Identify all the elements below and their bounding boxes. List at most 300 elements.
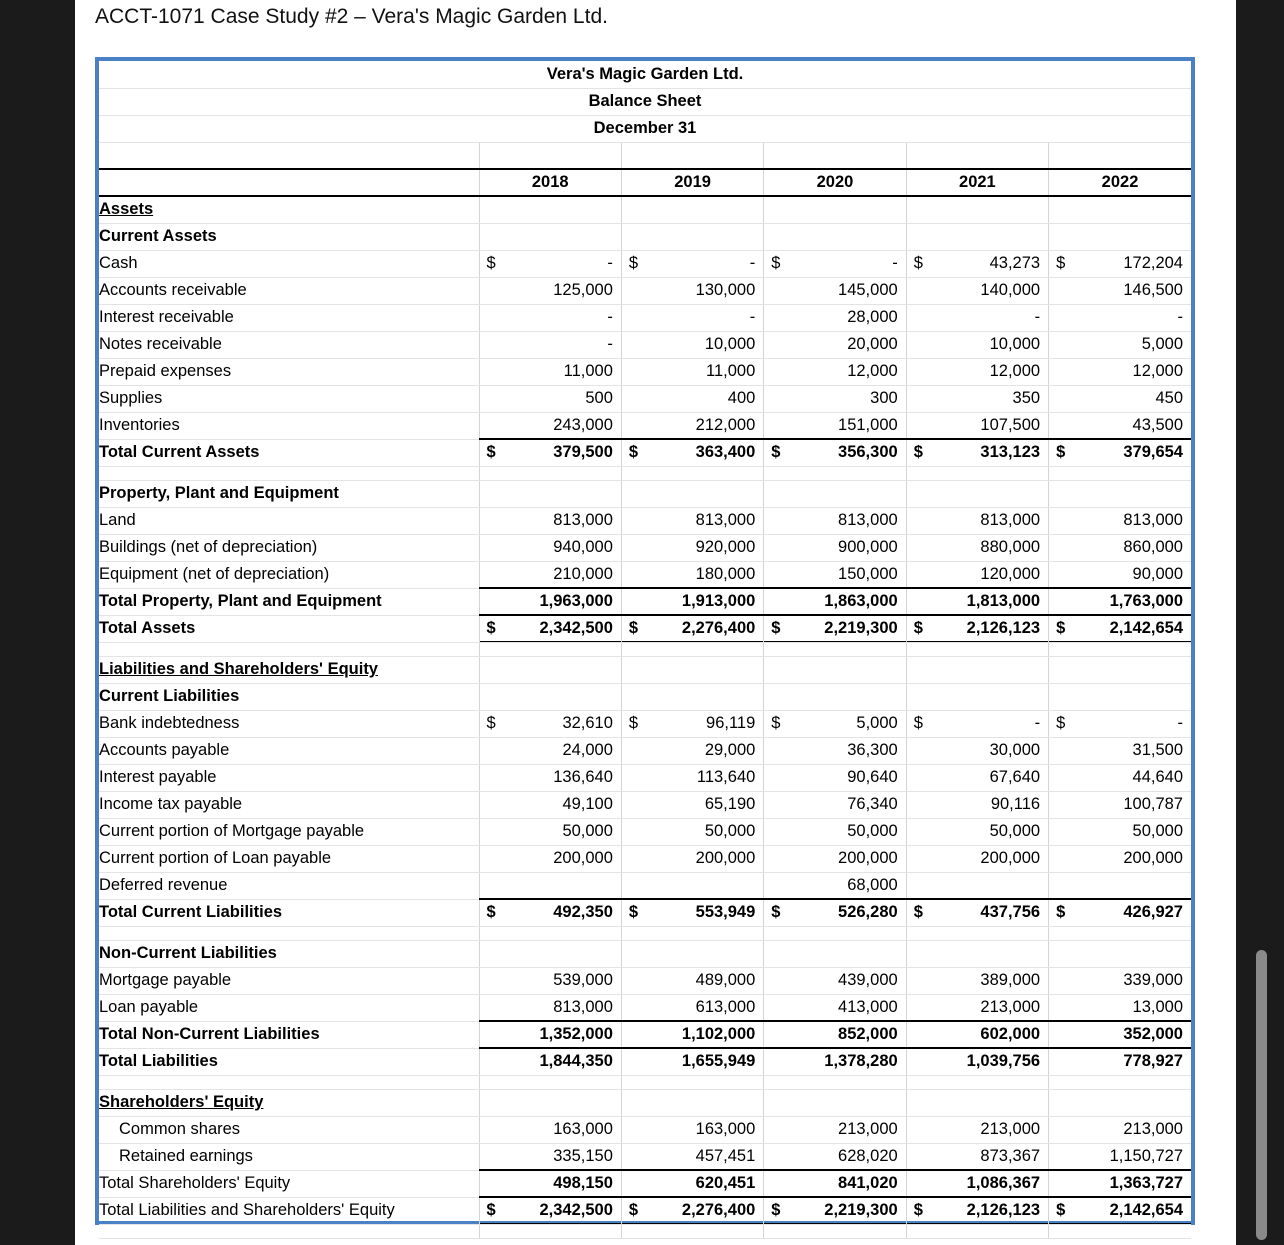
empty-cell — [621, 196, 763, 223]
cell-2020 — [764, 1170, 906, 1197]
cell-2021 — [906, 818, 1048, 845]
row-label: Total Liabilities — [99, 1048, 479, 1075]
cell-2018 — [479, 899, 621, 926]
row-label: Total Property, Plant and Equipment — [99, 588, 479, 615]
currency-symbol: $ — [913, 714, 923, 732]
cell-value: 5,000 — [856, 714, 898, 732]
cell-value: 813,000 — [838, 511, 898, 529]
cell-value: 10,000 — [704, 335, 756, 353]
cell-2020 — [764, 1021, 906, 1048]
cell-value: 136,640 — [553, 768, 613, 786]
table-row — [99, 1116, 1191, 1143]
spacer-cell — [1049, 1224, 1191, 1238]
cell-value: 363,400 — [695, 443, 756, 462]
cell-value: 940,000 — [553, 538, 613, 556]
empty-cell — [764, 480, 906, 507]
cell-2019 — [621, 412, 763, 439]
section-heading: Assets — [99, 196, 479, 223]
cell-2020 — [764, 615, 906, 642]
row-label: Current portion of Mortgage payable — [99, 818, 479, 845]
empty-cell — [906, 940, 1048, 967]
cell-value: 213,000 — [980, 1120, 1041, 1138]
vertical-scrollbar-thumb[interactable] — [1256, 950, 1267, 1240]
empty-cell — [1049, 656, 1191, 683]
spacer-cell — [906, 642, 1048, 656]
cell-2021 — [906, 507, 1048, 534]
cell-value: 24,000 — [562, 741, 613, 759]
table-row — [99, 385, 1191, 412]
cell-2018 — [479, 304, 621, 331]
cell-value: 11,000 — [563, 362, 613, 380]
cell-value: 841,020 — [838, 1174, 898, 1192]
table-row — [99, 1197, 1191, 1224]
cell-value: 150,000 — [838, 564, 898, 583]
cell-value: 36,300 — [847, 741, 898, 759]
cell-2022 — [1049, 615, 1191, 642]
column-header-2018: 2018 — [479, 169, 621, 196]
column-header-2021: 2021 — [906, 169, 1048, 196]
cell-2022 — [1049, 967, 1191, 994]
cell-2020 — [764, 1048, 906, 1075]
row-label: Notes receivable — [99, 331, 479, 358]
cell-2019 — [621, 710, 763, 737]
cell-2019 — [621, 534, 763, 561]
cell-2020 — [764, 277, 906, 304]
cell-2018 — [479, 845, 621, 872]
currency-symbol: $ — [771, 1201, 781, 1220]
cell-value: 145,000 — [838, 281, 898, 299]
cell-value: 437,756 — [980, 903, 1041, 922]
spacer-cell — [764, 926, 906, 940]
row-label: Total Non-Current Liabilities — [99, 1021, 479, 1048]
empty-cell — [479, 480, 621, 507]
cell-value: - — [749, 254, 756, 272]
left-chrome-gutter — [0, 0, 75, 1245]
cell-value: 352,000 — [1123, 1025, 1183, 1043]
cell-value: 163,000 — [695, 1120, 756, 1138]
row-label: Income tax payable — [99, 791, 479, 818]
cell-2019 — [621, 1021, 763, 1048]
cell-value: 125,000 — [553, 281, 613, 299]
empty-cell — [906, 656, 1048, 683]
cell-2018 — [479, 561, 621, 588]
spacer-cell — [621, 1075, 763, 1089]
empty-cell — [479, 1089, 621, 1116]
section-heading: Current Liabilities — [99, 683, 479, 710]
cell-value: 32,610 — [562, 714, 613, 732]
spacer-cell — [906, 926, 1048, 940]
cell-2021 — [906, 791, 1048, 818]
table-row — [99, 791, 1191, 818]
cell-value: 492,350 — [553, 903, 613, 922]
cell-2022 — [1049, 412, 1191, 439]
cell-value: 1,844,350 — [539, 1052, 613, 1071]
cell-value: 1,150,727 — [1109, 1146, 1183, 1165]
column-header-2020: 2020 — [764, 169, 906, 196]
cell-value: 65,190 — [704, 795, 756, 813]
empty-cell — [1049, 940, 1191, 967]
empty-cell — [621, 683, 763, 710]
empty-cell — [479, 683, 621, 710]
cell-2019 — [621, 439, 763, 466]
currency-symbol: $ — [628, 714, 639, 732]
cell-2020 — [764, 764, 906, 791]
currency-symbol: $ — [486, 443, 496, 462]
cell-value: 43,273 — [989, 254, 1041, 272]
table-row — [99, 331, 1191, 358]
cell-2018 — [479, 412, 621, 439]
cell-value: 50,000 — [847, 822, 898, 840]
spacer-cell — [764, 1075, 906, 1089]
cell-2022 — [1049, 1021, 1191, 1048]
cell-value: 2,219,300 — [824, 619, 898, 638]
spacer-cell — [1049, 466, 1191, 480]
cell-value: 96,119 — [706, 714, 756, 732]
cell-2022 — [1049, 1143, 1191, 1170]
currency-symbol: $ — [486, 1201, 496, 1220]
cell-value: 31,500 — [1132, 741, 1183, 759]
cell-2021 — [906, 358, 1048, 385]
empty-cell — [1049, 196, 1191, 223]
cell-value: 813,000 — [695, 511, 756, 529]
cell-value: 900,000 — [838, 538, 898, 556]
cell-value: 498,150 — [553, 1174, 613, 1192]
row-label: Interest payable — [99, 764, 479, 791]
currency-symbol: $ — [771, 714, 781, 732]
table-row — [99, 710, 1191, 737]
empty-cell — [764, 940, 906, 967]
empty-cell — [1049, 683, 1191, 710]
cell-2018 — [479, 1197, 621, 1224]
empty-cell — [906, 683, 1048, 710]
cell-2018 — [479, 385, 621, 412]
cell-2019 — [621, 250, 763, 277]
table-row — [99, 967, 1191, 994]
spacer-cell — [1049, 142, 1191, 169]
currency-symbol: $ — [771, 443, 781, 462]
cell-2018 — [479, 967, 621, 994]
cell-2022 — [1049, 845, 1191, 872]
cell-value: - — [607, 335, 613, 353]
spacer-cell — [99, 466, 479, 480]
cell-value: 29,000 — [704, 741, 756, 759]
cell-value: 813,000 — [980, 511, 1041, 529]
cell-value: 90,640 — [847, 768, 898, 786]
cell-2019 — [621, 331, 763, 358]
cell-value: 28,000 — [847, 308, 898, 326]
row-label: Total Liabilities and Shareholders' Equity — [99, 1197, 479, 1224]
cell-value: 350 — [1012, 389, 1041, 407]
cell-2020 — [764, 710, 906, 737]
cell-2021 — [906, 967, 1048, 994]
balance-sheet-table — [99, 61, 1191, 1239]
cell-value: 213,000 — [1123, 1120, 1183, 1138]
cell-value: 243,000 — [553, 415, 613, 434]
cell-value: 300 — [870, 389, 898, 407]
cell-value: 813,000 — [553, 511, 613, 529]
cell-2019 — [621, 845, 763, 872]
spacer-cell — [1049, 1075, 1191, 1089]
empty-cell — [764, 196, 906, 223]
cell-2020 — [764, 872, 906, 899]
cell-2019 — [621, 507, 763, 534]
currency-symbol: $ — [771, 619, 781, 638]
spacer-cell — [479, 926, 621, 940]
cell-2018 — [479, 358, 621, 385]
cell-value: 5,000 — [1141, 335, 1183, 353]
spacer-cell — [764, 642, 906, 656]
table-row — [99, 994, 1191, 1021]
row-label: Prepaid expenses — [99, 358, 479, 385]
row-label: Interest receivable — [99, 304, 479, 331]
cell-value: 1,655,949 — [681, 1052, 756, 1071]
cell-value: 200,000 — [980, 849, 1041, 867]
empty-cell — [906, 1089, 1048, 1116]
cell-value: 76,340 — [847, 795, 898, 813]
column-header-2019: 2019 — [621, 169, 763, 196]
cell-value: 2,342,500 — [539, 619, 613, 638]
section-heading: Shareholders' Equity — [99, 1089, 479, 1116]
row-label: Loan payable — [99, 994, 479, 1021]
cell-2022 — [1049, 710, 1191, 737]
cell-2019 — [621, 615, 763, 642]
cell-2018 — [479, 1170, 621, 1197]
cell-2022 — [1049, 507, 1191, 534]
currency-symbol: $ — [771, 254, 781, 272]
cell-2021 — [906, 534, 1048, 561]
cell-value: 457,451 — [695, 1146, 756, 1165]
cell-value: 2,276,400 — [681, 619, 756, 638]
cell-2019 — [621, 994, 763, 1021]
cell-value: 2,142,654 — [1109, 1201, 1183, 1220]
spacer-cell — [1049, 642, 1191, 656]
cell-2021 — [906, 737, 1048, 764]
cell-value: 1,763,000 — [1109, 592, 1183, 610]
cell-2019 — [621, 899, 763, 926]
cell-2021 — [906, 994, 1048, 1021]
cell-value: 90,116 — [990, 795, 1041, 813]
cell-value: 313,123 — [980, 443, 1041, 462]
cell-value: 50,000 — [989, 822, 1041, 840]
cell-value: 200,000 — [1123, 849, 1183, 867]
spacer-cell — [99, 142, 479, 169]
cell-2019 — [621, 304, 763, 331]
cell-value: - — [1177, 308, 1183, 326]
table-row — [99, 818, 1191, 845]
cell-2022 — [1049, 994, 1191, 1021]
row-label: Retained earnings — [99, 1143, 479, 1170]
cell-value: 413,000 — [838, 997, 898, 1016]
cell-value: 12,000 — [847, 362, 898, 380]
cell-value: 2,142,654 — [1109, 619, 1183, 638]
year-header-corner — [99, 169, 479, 196]
cell-value: 1,102,000 — [681, 1025, 756, 1043]
cell-2021 — [906, 1143, 1048, 1170]
empty-cell — [1049, 1089, 1191, 1116]
table-row — [99, 899, 1191, 926]
cell-2022 — [1049, 1170, 1191, 1197]
cell-2018 — [479, 331, 621, 358]
currency-symbol: $ — [628, 903, 639, 922]
cell-2018 — [479, 791, 621, 818]
currency-symbol: $ — [913, 619, 923, 638]
cell-value: 400 — [727, 389, 756, 407]
spacer-cell — [479, 142, 621, 169]
cell-value: 1,086,367 — [966, 1174, 1041, 1192]
cell-value: 500 — [585, 389, 613, 407]
cell-2021 — [906, 561, 1048, 588]
cell-2021 — [906, 1021, 1048, 1048]
cell-value: 20,000 — [847, 335, 898, 353]
cell-value: 1,363,727 — [1109, 1174, 1183, 1192]
cell-2018 — [479, 250, 621, 277]
table-row — [99, 1021, 1191, 1048]
empty-cell — [906, 196, 1048, 223]
cell-2022 — [1049, 439, 1191, 466]
cell-2018 — [479, 1048, 621, 1075]
cell-2022 — [1049, 1116, 1191, 1143]
cell-value: 43,500 — [1132, 415, 1183, 434]
cell-2019 — [621, 358, 763, 385]
cell-value: 68,000 — [847, 875, 898, 894]
currency-symbol: $ — [913, 1201, 923, 1220]
cell-2021 — [906, 615, 1048, 642]
cell-2018 — [479, 439, 621, 466]
cell-value: 489,000 — [695, 971, 756, 989]
cell-value: 379,500 — [553, 443, 613, 462]
cell-value: 2,342,500 — [539, 1201, 613, 1220]
cell-value: 30,000 — [989, 741, 1041, 759]
row-label: Accounts receivable — [99, 277, 479, 304]
cell-value: 920,000 — [695, 538, 756, 556]
cell-value: 13,000 — [1132, 997, 1183, 1016]
empty-cell — [906, 223, 1048, 250]
cell-2022 — [1049, 764, 1191, 791]
spacer-cell — [99, 926, 479, 940]
cell-value: 2,219,300 — [824, 1201, 898, 1220]
section-heading: Liabilities and Shareholders' Equity — [99, 656, 479, 683]
cell-2020 — [764, 994, 906, 1021]
cell-value: 213,000 — [838, 1120, 898, 1138]
cell-2020 — [764, 331, 906, 358]
cell-value: 852,000 — [838, 1025, 898, 1043]
cell-2020 — [764, 358, 906, 385]
cell-2020 — [764, 439, 906, 466]
cell-value: 163,000 — [553, 1120, 613, 1138]
row-label: Inventories — [99, 412, 479, 439]
cell-2022 — [1049, 1197, 1191, 1224]
cell-value: - — [607, 254, 613, 272]
cell-value: - — [749, 308, 756, 326]
table-row — [99, 737, 1191, 764]
cell-2020 — [764, 561, 906, 588]
cell-value: 151,000 — [838, 415, 898, 434]
spacer-cell — [621, 1224, 763, 1238]
cell-2019 — [621, 872, 763, 899]
cell-2021 — [906, 331, 1048, 358]
cell-2022 — [1049, 818, 1191, 845]
cell-value: 628,020 — [838, 1146, 898, 1165]
table-row — [99, 845, 1191, 872]
cell-2019 — [621, 588, 763, 615]
cell-value: - — [1034, 714, 1041, 732]
empty-cell — [479, 940, 621, 967]
cell-2020 — [764, 588, 906, 615]
cell-2021 — [906, 439, 1048, 466]
cell-2021 — [906, 845, 1048, 872]
empty-cell — [479, 656, 621, 683]
cell-2019 — [621, 764, 763, 791]
table-row — [99, 588, 1191, 615]
cell-value: 873,367 — [980, 1146, 1041, 1165]
cell-2018 — [479, 534, 621, 561]
cell-value: 389,000 — [980, 971, 1041, 989]
empty-cell — [1049, 480, 1191, 507]
cell-value: 120,000 — [980, 564, 1041, 583]
row-label: Deferred revenue — [99, 872, 479, 899]
cell-2018 — [479, 818, 621, 845]
cell-2021 — [906, 1170, 1048, 1197]
spacer-cell — [621, 926, 763, 940]
spacer-cell — [764, 1224, 906, 1238]
cell-2022 — [1049, 331, 1191, 358]
cell-2018 — [479, 872, 621, 899]
cell-value: 49,100 — [562, 795, 613, 813]
currency-symbol: $ — [486, 254, 496, 272]
currency-symbol: $ — [1056, 619, 1066, 638]
cell-2020 — [764, 534, 906, 561]
cell-value: 2,126,123 — [966, 619, 1041, 638]
cell-2021 — [906, 710, 1048, 737]
row-label: Land — [99, 507, 479, 534]
table-row — [99, 561, 1191, 588]
cell-2019 — [621, 967, 763, 994]
cell-value: 613,000 — [695, 997, 756, 1016]
cell-value: 1,963,000 — [539, 592, 613, 610]
sheet-title-line-3: December 31 — [99, 115, 1191, 142]
cell-2019 — [621, 561, 763, 588]
cell-2019 — [621, 737, 763, 764]
spacer-cell — [621, 142, 763, 169]
cell-2020 — [764, 507, 906, 534]
cell-value: 50,000 — [562, 822, 613, 840]
cell-2021 — [906, 1048, 1048, 1075]
cell-value: 1,352,000 — [539, 1025, 613, 1043]
table-row — [99, 358, 1191, 385]
sheet-title-line-1: Vera's Magic Garden Ltd. — [99, 61, 1191, 88]
cell-value: 50,000 — [1132, 822, 1183, 840]
cell-value: 212,000 — [695, 415, 756, 434]
currency-symbol: $ — [913, 443, 923, 462]
cell-value: 450 — [1155, 389, 1183, 407]
currency-symbol: $ — [1056, 903, 1066, 922]
cell-value: 860,000 — [1123, 538, 1183, 556]
empty-cell — [764, 656, 906, 683]
cell-2020 — [764, 737, 906, 764]
spacer-cell — [621, 642, 763, 656]
spacer-cell — [906, 142, 1048, 169]
cell-2019 — [621, 1048, 763, 1075]
cell-2022 — [1049, 304, 1191, 331]
cell-2022 — [1049, 737, 1191, 764]
cell-value: - — [1177, 714, 1183, 732]
row-label: Accounts payable — [99, 737, 479, 764]
cell-2019 — [621, 1116, 763, 1143]
cell-2022 — [1049, 534, 1191, 561]
cell-2021 — [906, 588, 1048, 615]
cell-value: 12,000 — [989, 362, 1041, 380]
cell-value: 778,927 — [1123, 1052, 1183, 1071]
